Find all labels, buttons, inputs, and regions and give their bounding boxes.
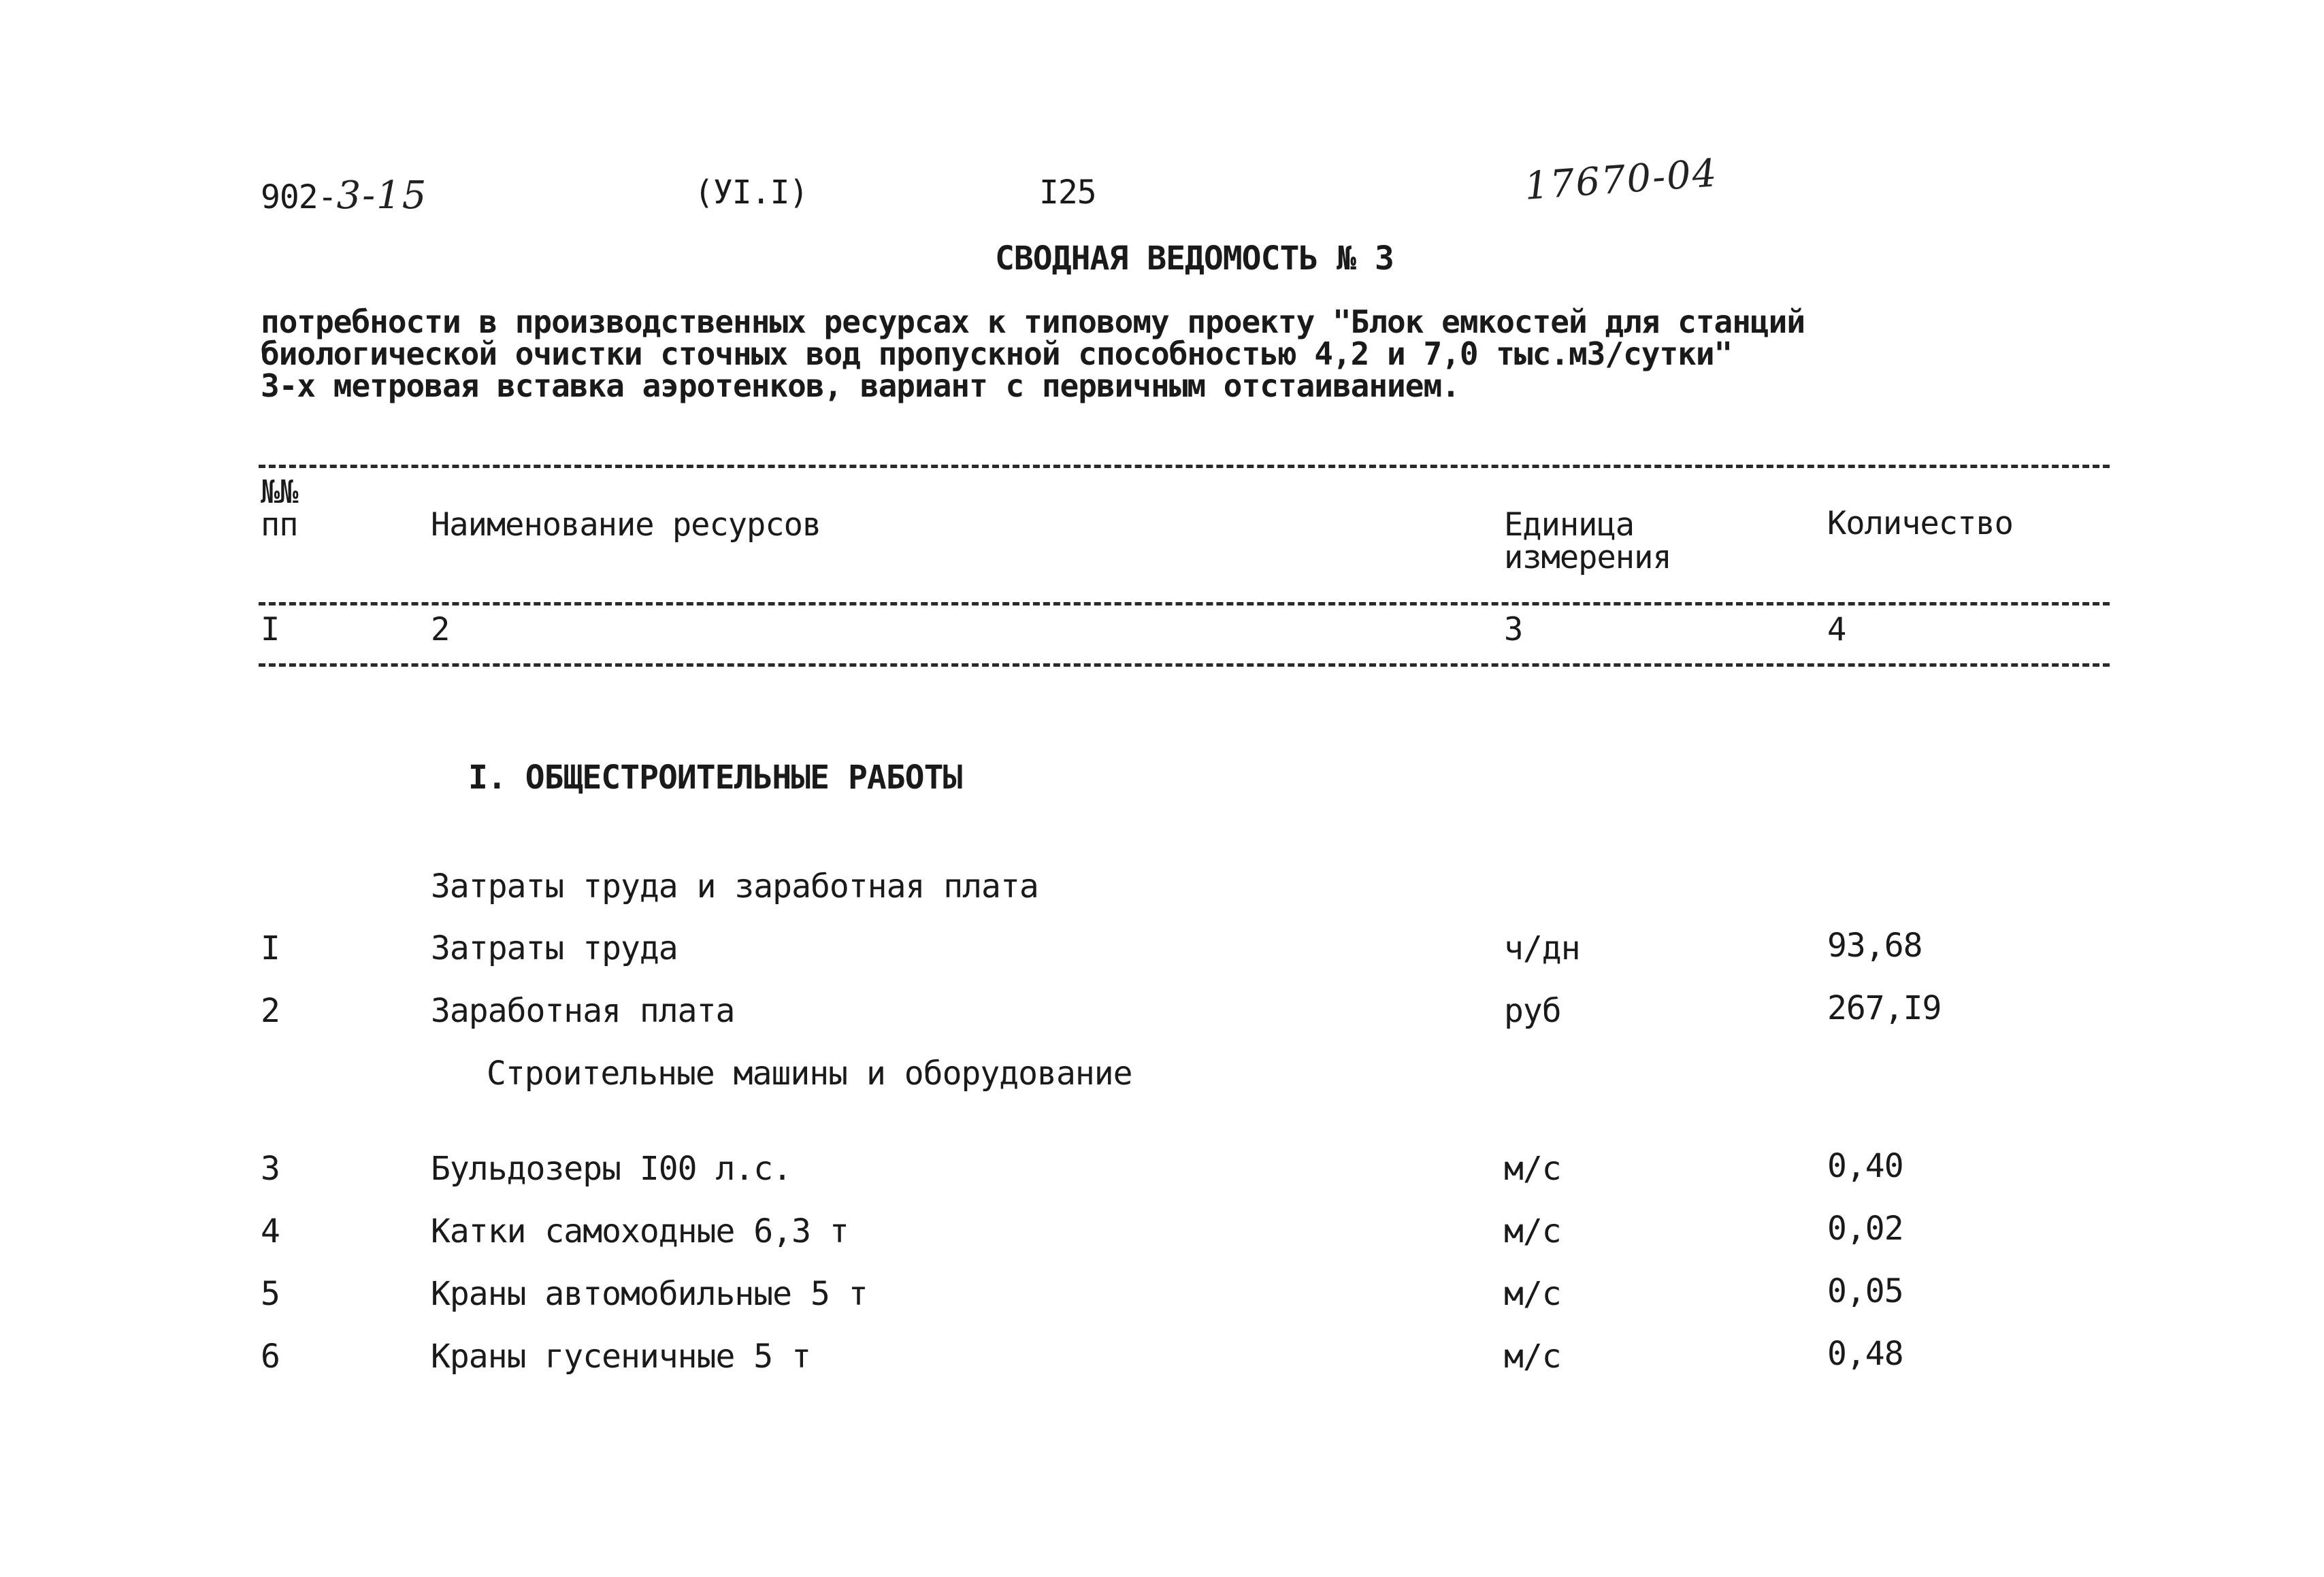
column-number-3: 3 bbox=[1504, 611, 1523, 648]
row-num: 4 bbox=[261, 1212, 280, 1250]
row-qty: 0,05 bbox=[1827, 1272, 1903, 1310]
section-code: (УI.I) bbox=[694, 173, 808, 212]
row-qty: 0,48 bbox=[1827, 1335, 1903, 1373]
intro-line: биологической очистки сточных вод пропускной способностью 4,2 и 7,0 тыс.м3/сутки" bbox=[261, 335, 1733, 372]
row-num: 2 bbox=[261, 992, 280, 1030]
table-header-bottom-rule bbox=[259, 663, 2110, 667]
row-num: 5 bbox=[261, 1275, 280, 1313]
header-qty: Количество bbox=[1827, 505, 2013, 542]
header-num-line1: №№ bbox=[261, 474, 298, 511]
section-heading: I. ОБЩЕСТРОИТЕЛЬНЫЕ РАБОТЫ bbox=[468, 759, 962, 797]
row-unit: м/с bbox=[1504, 1338, 1561, 1376]
row-qty: 267,I9 bbox=[1827, 989, 1942, 1027]
row-name: Краны автомобильные 5 т bbox=[431, 1275, 868, 1313]
row-qty: 0,40 bbox=[1827, 1147, 1903, 1185]
row-num: 3 bbox=[261, 1150, 280, 1188]
project-code-handwritten: 3-15 bbox=[336, 173, 428, 218]
header-divider-rule bbox=[259, 602, 2110, 605]
table-top-rule bbox=[259, 465, 2110, 468]
intro-paragraph bbox=[261, 303, 1805, 404]
header-num bbox=[261, 476, 298, 542]
row-unit: ч/дн bbox=[1504, 929, 1580, 967]
document-title: СВОДНАЯ ВЕДОМОСТЬ № 3 bbox=[995, 239, 1394, 278]
project-code-printed: 902- bbox=[261, 178, 337, 216]
project-code bbox=[261, 173, 427, 218]
subsection-machines: Строительные машины и оборудование bbox=[487, 1055, 1132, 1093]
header-unit-line2: измерения bbox=[1504, 539, 1671, 576]
intro-line: 3-х метровая вставка аэротенков, вариант с первичным отстаиванием. bbox=[261, 367, 1460, 404]
row-qty: 0,02 bbox=[1827, 1210, 1903, 1248]
row-num: 6 bbox=[261, 1338, 280, 1376]
column-number-1: I bbox=[261, 611, 280, 648]
row-name: Катки самоходные 6,3 т bbox=[431, 1212, 849, 1250]
row-unit: м/с bbox=[1504, 1275, 1561, 1313]
header-name: Наименование ресурсов bbox=[431, 506, 821, 544]
column-number-4: 4 bbox=[1827, 611, 1846, 648]
row-num: I bbox=[261, 929, 280, 967]
header-unit-line1: Единица bbox=[1504, 506, 1635, 544]
page-number: I25 bbox=[1039, 173, 1096, 212]
subsection-labor: Затраты труда и заработная плата bbox=[431, 867, 1038, 906]
intro-line: потребности в производственных ресурсах к типовому проекту "Блок емкостей для станций bbox=[261, 303, 1805, 340]
row-qty: 93,68 bbox=[1827, 927, 1922, 965]
row-name: Заработная плата bbox=[431, 992, 735, 1030]
row-name: Затраты труда bbox=[431, 929, 678, 967]
row-unit: руб bbox=[1504, 992, 1561, 1030]
row-name: Краны гусеничные 5 т bbox=[431, 1338, 811, 1376]
row-unit: м/с bbox=[1504, 1212, 1561, 1250]
column-number-2: 2 bbox=[431, 611, 450, 648]
header-unit bbox=[1504, 506, 1671, 576]
row-name: Бульдозеры I00 л.с. bbox=[431, 1150, 792, 1188]
header-num-line2: пп bbox=[261, 506, 298, 544]
row-unit: м/с bbox=[1504, 1150, 1561, 1188]
inventory-number-handwritten: 17670-04 bbox=[1523, 151, 1720, 209]
